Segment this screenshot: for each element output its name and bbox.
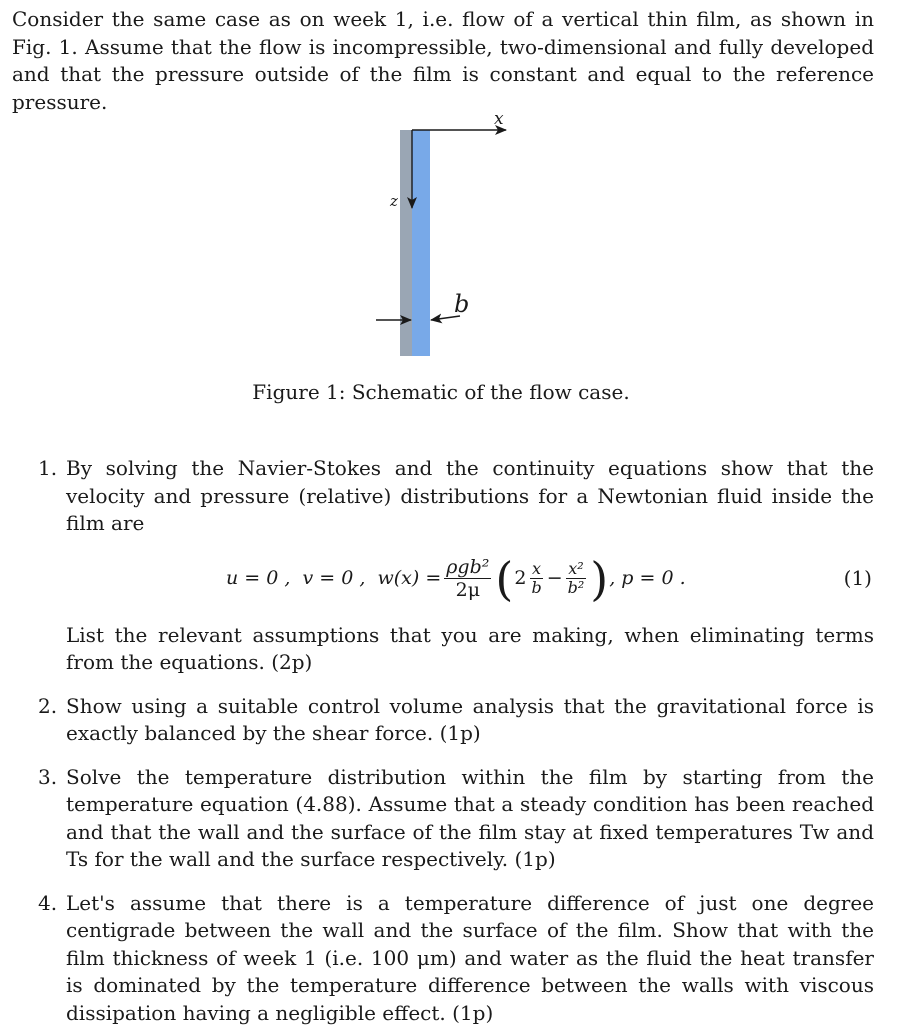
question-item-1 (38, 455, 874, 677)
question-item-4 (38, 890, 874, 1027)
wall-strip (400, 130, 412, 356)
eq-coefficient (444, 556, 491, 601)
question-number: 2. (38, 693, 57, 721)
z-axis-label: z (389, 192, 398, 210)
question-number: 4. (38, 890, 57, 918)
question-list (38, 455, 874, 1027)
eq-fraction-1 (529, 560, 543, 597)
equation-number: (1) (844, 546, 872, 612)
eq-coef-denominator: 2μ (454, 579, 482, 601)
question-number: 3. (38, 764, 57, 792)
figure-caption: Figure 1: Schematic of the flow case. (0, 380, 882, 404)
eq-u: u = 0 , (226, 565, 290, 593)
eq-w-lhs: w(x) = (378, 565, 442, 593)
question-text: Let's assume that there is a temperature difference of just one degree centigrade between the wall and the surface of the film. Show that with the film thickness of week 1 (i.e. 100 μm) and water as the fluid the heat transfer is dominated by the temperature difference between the walls with viscous dissipation having a negligible effect. (1p) (66, 890, 874, 1027)
thickness-label: b (454, 290, 469, 318)
intro-paragraph: Consider the same case as on week 1, i.e. flow of a vertical thin film, as shown in Fig. 1. Assume that the flow is incompressible, two-dimensional and fully developed and that the pressure outside of the film is constant and equal to the reference pressure. (12, 6, 874, 116)
question-number: 1. (38, 455, 57, 483)
question-item-2 (38, 693, 874, 748)
eq-f1-denominator: b (529, 579, 543, 597)
eq-fraction-2 (566, 560, 587, 597)
eq-coef-numerator: ρgb² (444, 556, 491, 579)
question-item-3 (38, 764, 874, 874)
eq-open-paren: ( (495, 556, 513, 602)
question-text: Solve the temperature distribution within the film by starting from the temperature equation (4.88). Assume that a steady condition has been reached and that the wall and the surface of the film stay at fixed temperatures Tw and Ts for the wall and the surface respectively. (1p) (66, 764, 874, 874)
eq-f2-numerator: x² (566, 560, 585, 579)
eq-f1-numerator: x (530, 560, 543, 579)
x-axis-label: x (494, 109, 504, 129)
question-text-continued: List the relevant assumptions that you are making, when eliminating terms from the equations. (2p) (66, 622, 874, 677)
velocity-pressure-equation (226, 546, 686, 612)
equation-1 (66, 546, 874, 612)
eq-f2-denominator: b² (566, 579, 587, 597)
eq-two: 2 (514, 565, 526, 593)
eq-close-paren: ) (590, 556, 608, 602)
film-strip (412, 130, 430, 356)
flow-schematic-figure (360, 108, 520, 364)
eq-p: , p = 0 . (609, 565, 685, 593)
eq-v: v = 0 , (303, 565, 366, 593)
eq-minus: − (547, 565, 563, 593)
question-text: Show using a suitable control volume analysis that the gravitational force is exactly balanced by the shear force. (1p) (66, 693, 874, 748)
question-text: By solving the Navier-Stokes and the continuity equations show that the velocity and pressure (relative) distributions for a Newtonian fluid inside the film are (66, 455, 874, 538)
